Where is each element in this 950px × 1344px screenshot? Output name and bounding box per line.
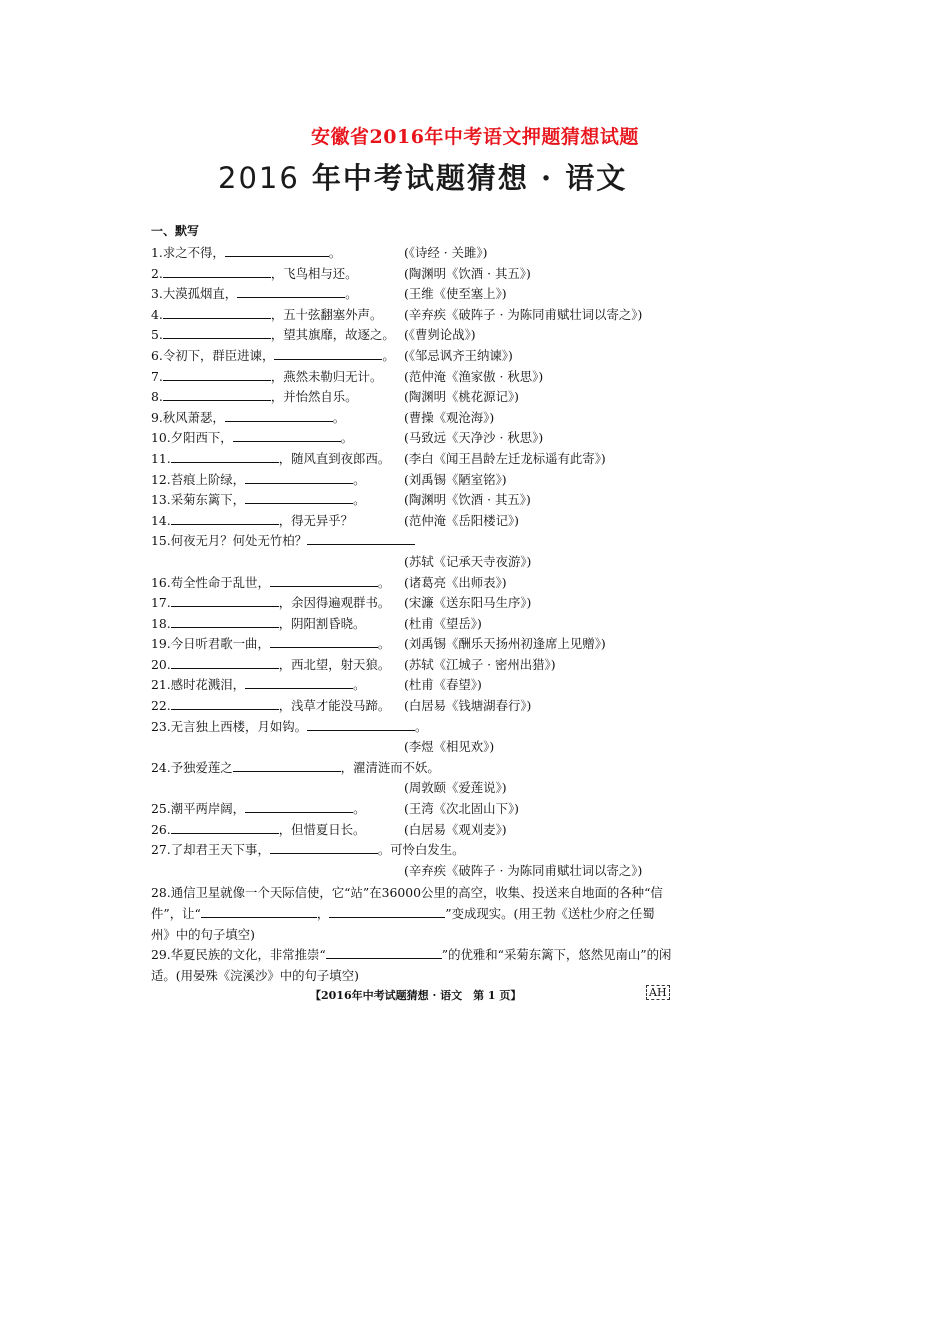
question-text (151, 696, 390, 717)
poem-source: (刘禹锡《酬乐天扬州初逢席上见赠》) (404, 636, 606, 652)
question-prefix: 15.何夜无月？何处无竹柏？ (151, 533, 308, 549)
question-row (151, 675, 676, 696)
poem-source: (刘禹锡《陋室铭》) (404, 471, 507, 487)
question-text (151, 614, 365, 635)
answer-blank[interactable] (171, 511, 279, 525)
answer-blank[interactable] (225, 408, 333, 422)
question-row (151, 655, 676, 676)
poem-source: (苏轼《江城子 · 密州出猎》) (404, 656, 556, 672)
question-suffix: 。 (377, 636, 391, 652)
question-row (151, 840, 676, 861)
question-suffix: 。 (353, 492, 366, 508)
q28-text-1: 28.通信卫星就像一个天际信使，它“站”在36000公里的高空，收集、投送来自地面的各种“信件”，让“ (151, 885, 663, 921)
poem-source: (《诗经 · 关雎》) (404, 245, 488, 260)
question-prefix: 3.大漠孤烟直， (151, 286, 238, 302)
question-text (151, 531, 415, 552)
answer-blank[interactable] (233, 758, 341, 772)
exam-title (218, 156, 627, 197)
question-suffix: 。 (353, 801, 366, 817)
question-prefix: 20. (151, 656, 171, 672)
answer-blank[interactable] (270, 573, 378, 587)
region-badge: AH (646, 985, 670, 1000)
answer-blank[interactable] (171, 593, 279, 607)
question-suffix: 。可怜白发生。 (377, 842, 465, 858)
question-suffix: ，阴阳割昏晓。 (278, 615, 366, 631)
answer-blank[interactable] (274, 346, 382, 360)
question-row (151, 593, 676, 614)
question-text (151, 243, 341, 264)
poem-source: (白居易《观刈麦》) (404, 821, 507, 837)
question-prefix: 23.无言独上西楼，月如钩。 (151, 718, 308, 734)
poem-source: (陶渊明《桃花源记》) (404, 389, 519, 405)
question-row (151, 284, 676, 305)
question-suffix: 。 (415, 718, 428, 734)
answer-blank[interactable] (163, 305, 271, 319)
question-suffix: ，余因得遍观群书。 (278, 595, 391, 611)
answer-blank[interactable] (163, 264, 271, 278)
answer-blank[interactable] (245, 675, 353, 689)
question-prefix: 17. (151, 595, 171, 611)
question-text (151, 758, 440, 779)
exam-title-text: 年中考试题猜想 · 语文 (299, 161, 628, 195)
poem-source: (辛弃疾《破阵子 · 为陈同甫赋壮词以寄之》) (404, 306, 643, 322)
question-list (151, 243, 676, 986)
q29-text-2: ”的优雅和“采菊东篱下，悠然见南山”的闲适。(用晏殊《浣溪沙》中的句子填空) (151, 947, 672, 983)
question-text (151, 449, 390, 470)
question-text (151, 470, 365, 491)
question-row (151, 264, 676, 285)
q28-text-2: ， (316, 906, 330, 921)
question-prefix: 2. (151, 265, 163, 281)
question-prefix: 8. (151, 389, 163, 405)
answer-blank[interactable] (307, 717, 415, 731)
question-text (151, 573, 390, 594)
question-suffix: ，濯清涟而不妖。 (340, 759, 440, 775)
question-prefix: 18. (151, 615, 171, 631)
question-prefix: 16.苟全性命于乱世， (151, 574, 270, 590)
question-prefix: 12.苔痕上阶绿， (151, 471, 246, 487)
question-text (151, 820, 365, 841)
question-prefix: 4. (151, 306, 163, 322)
section-heading: 一、默写 (151, 224, 200, 238)
poem-source: (诸葛亮《出师表》) (404, 574, 507, 590)
poem-source: (杜甫《春望》) (404, 677, 482, 693)
question-suffix: 。 (382, 347, 395, 363)
answer-blank[interactable] (245, 799, 353, 813)
question-suffix: ，得无异乎？ (278, 512, 354, 528)
poem-source: (李煜《相见欢》) (404, 739, 495, 755)
question-row (151, 511, 676, 532)
question-row (151, 470, 676, 491)
question-suffix: 。 (328, 245, 342, 260)
answer-blank[interactable] (329, 904, 445, 918)
question-prefix: 9.秋风萧瑟， (151, 409, 225, 425)
question-text (151, 511, 353, 532)
poem-source: (白居易《钱塘湖春行》) (404, 698, 532, 714)
question-row (151, 696, 676, 717)
answer-blank[interactable] (270, 840, 378, 854)
answer-blank[interactable] (245, 470, 353, 484)
poem-source: (周敦颐《爱莲说》) (404, 780, 507, 796)
question-text (151, 655, 390, 676)
answer-blank[interactable] (270, 634, 378, 648)
answer-blank[interactable] (171, 655, 279, 669)
question-suffix: 。 (340, 430, 354, 446)
poem-source: (范仲淹《渔家傲 · 秋思》) (404, 368, 544, 384)
question-text (151, 305, 382, 326)
poem-source: (范仲淹《岳阳楼记》) (404, 512, 519, 528)
question-prefix: 13.采菊东篱下， (151, 492, 246, 508)
poem-source: (辛弃疾《破阵子 · 为陈同甫赋壮词以寄之》) (404, 862, 643, 878)
question-text (151, 634, 390, 655)
question-row (151, 367, 676, 388)
poem-source: (王维《使至塞上》) (404, 286, 507, 302)
answer-blank[interactable] (326, 945, 442, 959)
answer-blank[interactable] (171, 820, 279, 834)
question-prefix: 22. (151, 698, 171, 714)
question-row (151, 799, 676, 820)
answer-blank[interactable] (171, 696, 279, 710)
question-suffix: ，望其旗靡，故逐之。 (270, 327, 395, 343)
question-row (151, 861, 676, 882)
question-row (151, 305, 676, 326)
question-row (151, 737, 676, 758)
question-prefix: 26. (151, 821, 171, 837)
question-row (151, 820, 676, 841)
question-prefix: 11. (151, 450, 171, 466)
question-prefix: 19.今日听君歌一曲， (151, 636, 270, 652)
question-text (151, 675, 365, 696)
poem-source: (曹操《观沧海》) (404, 409, 495, 425)
question-suffix: ，浅草才能没马蹄。 (278, 698, 391, 714)
question-suffix: 。 (353, 471, 366, 487)
question-row (151, 758, 676, 779)
question-text (151, 387, 358, 408)
q29-text-1: 29.华夏民族的文化，非常推崇“ (151, 947, 326, 963)
poem-source: (《邹忌讽齐王纳谏》) (404, 347, 513, 363)
question-row (151, 387, 676, 408)
question-row (151, 490, 676, 511)
poem-source: (陶渊明《饮酒 · 其五》) (404, 265, 531, 281)
question-row (151, 408, 676, 429)
answer-blank[interactable] (163, 387, 271, 401)
answer-blank[interactable] (307, 531, 415, 545)
answer-blank[interactable] (201, 904, 317, 918)
question-row (151, 634, 676, 655)
question-text (151, 717, 427, 738)
answer-blank[interactable] (163, 367, 271, 381)
question-row (151, 325, 676, 346)
poem-source: (宋濂《送东阳马生序》) (404, 595, 532, 611)
question-suffix: 。 (345, 286, 358, 302)
q28-text-3: ”变成现实。(用王勃《送杜少府之任蜀州》中的句子填空) (151, 906, 655, 942)
question-row (151, 717, 676, 738)
poem-source: (马致远《天净沙 · 秋思》) (404, 430, 544, 446)
question-prefix: 14. (151, 512, 171, 528)
poem-source: (《曹刿论战》) (404, 327, 476, 343)
question-suffix: ，但惜夏日长。 (278, 821, 366, 837)
question-suffix: 。 (353, 677, 366, 693)
question-suffix: ，五十弦翻塞外声。 (270, 306, 383, 322)
question-suffix: ，燕然未勒归无计。 (270, 368, 383, 384)
question-row (151, 778, 676, 799)
question-prefix: 25.潮平两岸阔， (151, 801, 246, 817)
question-text (151, 367, 382, 388)
poem-source: (王湾《次北固山下》) (404, 801, 519, 817)
poem-source: (杜甫《望岳》) (404, 615, 482, 631)
answer-blank[interactable] (237, 284, 345, 298)
question-prefix: 5. (151, 327, 163, 343)
question-text (151, 346, 395, 367)
question-text (151, 799, 365, 820)
answer-blank[interactable] (163, 325, 271, 339)
question-text (151, 264, 358, 285)
answer-blank[interactable] (225, 243, 329, 257)
exam-year: 2016 (218, 161, 300, 195)
question-prefix: 7. (151, 368, 163, 384)
question-text (151, 490, 365, 511)
question-28 (151, 883, 673, 945)
answer-blank[interactable] (233, 428, 341, 442)
question-prefix: 6.令初下，群臣进谏， (151, 347, 275, 363)
question-prefix: 27.了却君王天下事， (151, 842, 270, 858)
question-row (151, 614, 676, 635)
question-text (151, 428, 353, 449)
question-row (151, 243, 676, 264)
poem-source: (李白《闻王昌龄左迁龙标遥有此寄》) (404, 450, 606, 466)
question-row (151, 573, 676, 594)
poem-source: (陶渊明《饮酒 · 其五》) (404, 492, 531, 508)
question-prefix: 21.感时花溅泪， (151, 677, 246, 693)
question-text (151, 840, 465, 861)
question-row (151, 428, 676, 449)
red-document-title: 安徽省2016年中考语文押题猜想试题 (311, 126, 639, 148)
question-row (151, 346, 676, 367)
question-text (151, 593, 390, 614)
question-suffix: ，随风直到夜郎西。 (278, 450, 391, 466)
question-prefix: 24.予独爱莲之 (151, 759, 233, 775)
question-suffix: ，飞鸟相与还。 (270, 265, 358, 281)
question-suffix: 。 (377, 574, 391, 590)
question-prefix: 10.夕阳西下， (151, 430, 233, 446)
question-text (151, 408, 345, 429)
poem-source: (苏轼《记承天寺夜游》) (404, 553, 532, 569)
question-text (151, 284, 358, 305)
question-suffix: ，并怡然自乐。 (270, 389, 358, 405)
page-footer: 【2016年中考试题猜想 · 语文 第 1 页】 (310, 989, 522, 1002)
question-29 (151, 945, 673, 986)
question-row (151, 552, 676, 573)
question-text (151, 325, 395, 346)
question-suffix: ，西北望，射天狼。 (278, 656, 391, 672)
question-row (151, 531, 676, 552)
question-row (151, 449, 676, 470)
answer-blank[interactable] (171, 614, 279, 628)
answer-blank[interactable] (245, 490, 353, 504)
question-prefix: 1.求之不得， (151, 245, 225, 260)
question-suffix: 。 (332, 409, 346, 425)
answer-blank[interactable] (171, 449, 279, 463)
